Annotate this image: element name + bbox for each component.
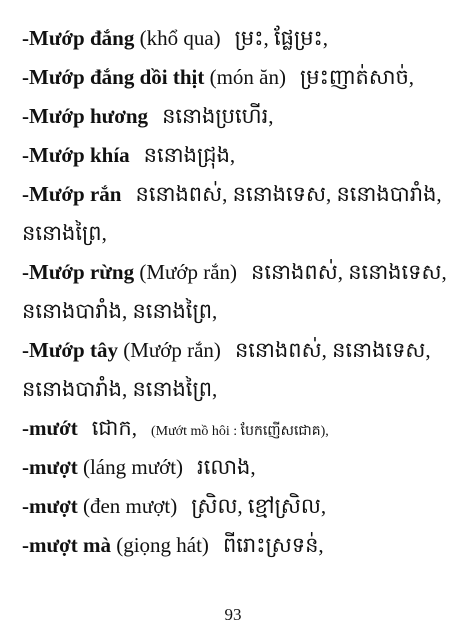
translation-khmer: ននោងពស់, ននោងទេស,: [234, 338, 431, 362]
gloss-vietnamese: (giọng hát): [110, 533, 209, 557]
entry: [22, 28, 448, 49]
entry: [22, 418, 448, 439]
translation-khmer: ម្រះញាត់សាច់,: [300, 65, 415, 89]
gloss-vietnamese: (Mướp rắn): [134, 260, 238, 284]
headword: -mượt: [22, 455, 78, 479]
headword: -mượt: [22, 494, 78, 518]
translation-khmer: ម្រះ, ផ្លែម្រះ,: [234, 26, 329, 50]
translation-khmer: ននោងព្រៃ,: [22, 221, 107, 245]
headword: -Mướp đắng dồi thịt: [22, 65, 205, 89]
headword: -Mướp rắn: [22, 182, 122, 206]
headword: -Mướp khía: [22, 143, 130, 167]
entry: [22, 340, 448, 361]
entry: [22, 535, 448, 556]
entry-continuation: [22, 379, 448, 400]
entry: [22, 67, 448, 88]
translation-khmer: ននោងបារាំង, ននោងព្រៃ,: [22, 299, 218, 323]
page-number: 93: [224, 605, 242, 624]
translation-khmer: ពីរោះស្រទន់,: [222, 533, 324, 557]
translation-khmer: ជោក,: [91, 416, 137, 440]
entry: [22, 262, 448, 283]
translation-khmer: ននោងពស់, ននោងទេស,: [251, 260, 447, 284]
entry: [22, 145, 448, 166]
translation-khmer: រលោង,: [197, 455, 256, 479]
gloss-vietnamese: (láng mướt): [77, 455, 184, 479]
entry-continuation: [22, 223, 448, 244]
entry: [22, 457, 448, 478]
translation-khmer: ននោងប្រហើរ,: [162, 104, 274, 128]
translation-khmer: ស្រិល, ខ្មៅស្រិល,: [191, 494, 327, 518]
gloss-vietnamese: (món ăn): [204, 65, 287, 89]
gloss-vietnamese: (Mướp rắn): [117, 338, 221, 362]
headword: -Mướp đắng: [22, 26, 135, 50]
entry: [22, 106, 448, 127]
headword: -mượt mà: [22, 533, 111, 557]
entry: [22, 184, 448, 205]
translation-khmer: ននោងពស់, ននោងទេស, ននោងបារាំង,: [135, 182, 442, 206]
translation-khmer: ននោងជ្រុង,: [143, 143, 236, 167]
entry-continuation: [22, 301, 448, 322]
entry-list: [22, 28, 448, 574]
headword: -Mướp rừng: [22, 260, 135, 284]
usage-note: (Mướt mồ hôi : បែកញើសជោគ),: [150, 424, 329, 439]
translation-khmer: ននោងបារាំង, ននោងព្រៃ,: [22, 377, 218, 401]
headword: -Mướp hương: [22, 104, 149, 128]
gloss-vietnamese: (khổ qua): [134, 26, 221, 50]
headword: -mướt: [22, 416, 78, 440]
headword: -Mướp tây: [22, 338, 118, 362]
gloss-vietnamese: (đen mượt): [77, 494, 178, 518]
entry: [22, 496, 448, 517]
